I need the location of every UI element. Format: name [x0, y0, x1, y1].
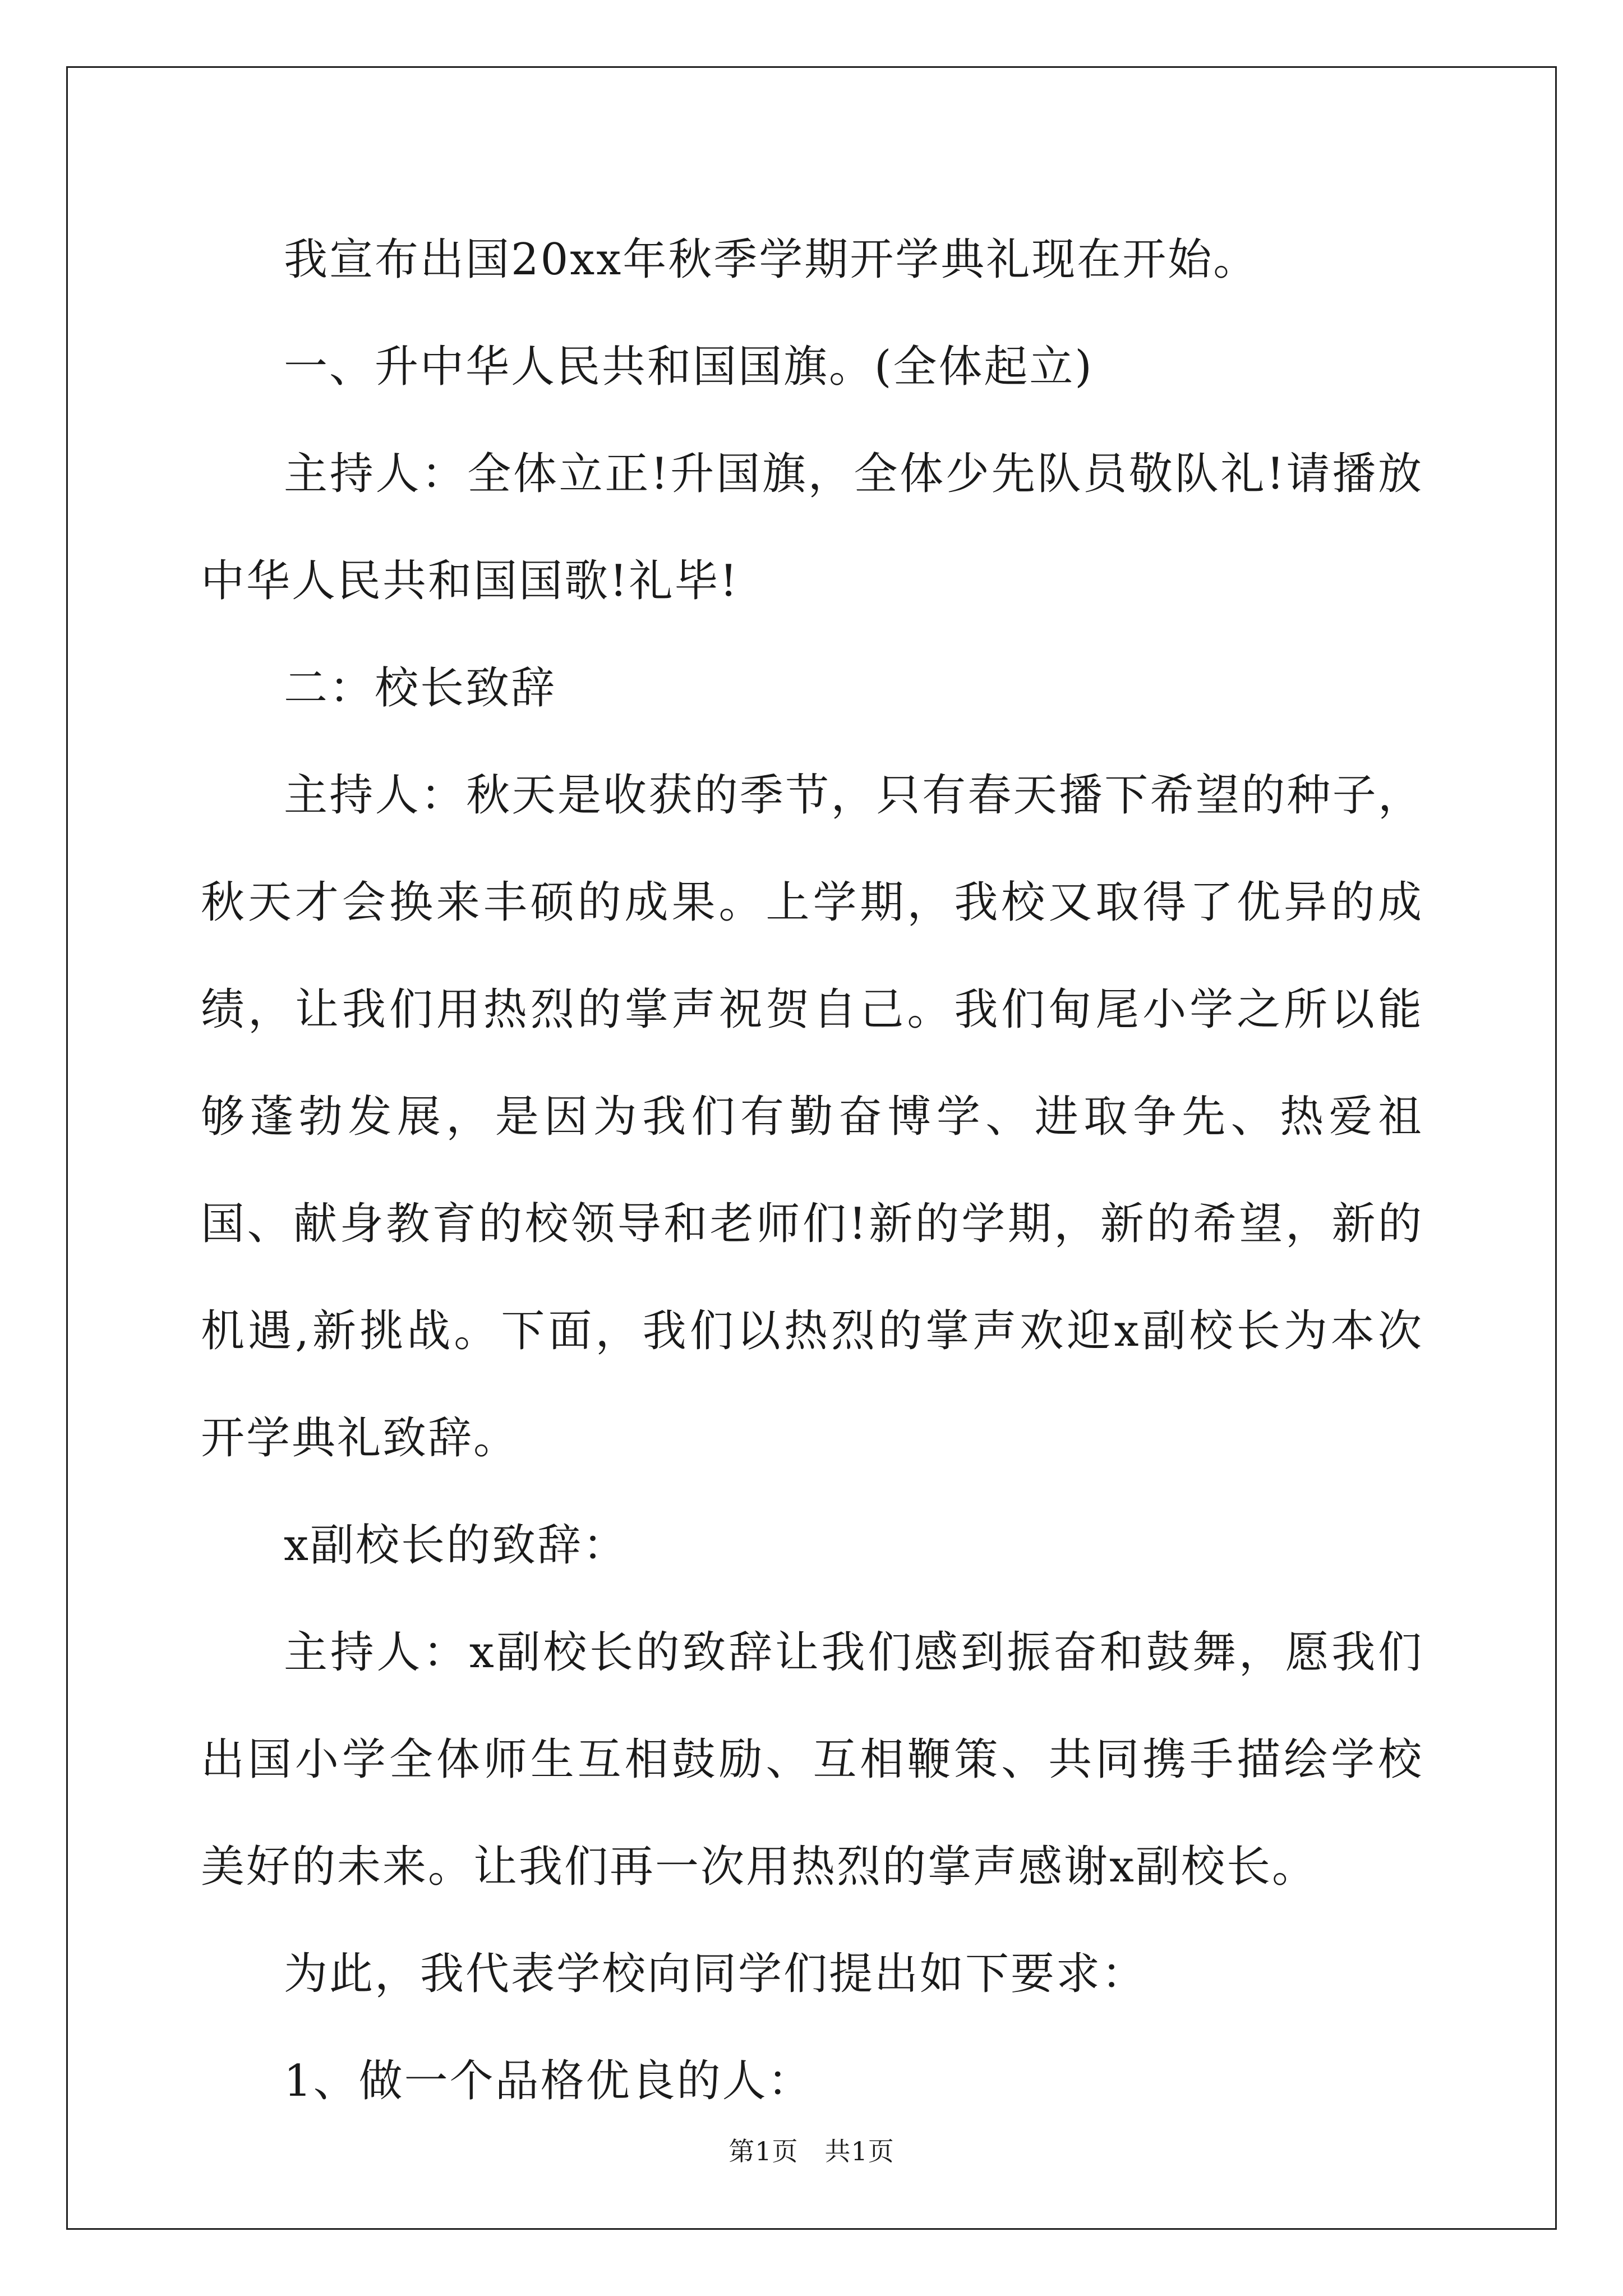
paragraph-flag-raising: 一、升中华人民共和国国旗。(全体起立)	[284, 342, 1094, 392]
paragraph-requirements: 为此，我代表学校向同学们提出如下要求：	[284, 1949, 1147, 1999]
paragraph-host-flag: 主持人：全体立正!升国旗，全体少先队员敬队礼!请播放中华人民共和国国歌!礼毕!	[201, 449, 1423, 606]
paragraph-host-autumn: 主持人：秋天是收获的季节，只有春天播下希望的种子，秋天才会换来丰硕的成果。上学期，我校又取得了优异的成绩，让我们用热烈的掌声祝贺自己。我们甸尾小学之所以能够蓬勃发展，是因为我们有勤奋博学、进取争先、热爱祖国、献身教育的校领导和老师们!新的学期，新的希望，新的机遇,新挑战。下面，我们以热烈的掌声欢迎x副校长为本次开学典礼致辞。	[201, 770, 1423, 1464]
paragraph-principal-speech-heading: 二：校长致辞	[284, 663, 557, 714]
paragraph-vice-principal-speech: x副校长的致辞：	[284, 1520, 628, 1571]
paragraph-opening: 我宣布出国20xx年秋季学期开学典礼现在开始。	[284, 234, 1259, 285]
document-body	[201, 206, 1423, 2135]
page-footer: 第1页 共1页	[728, 2136, 895, 2166]
paragraph-requirement-1: 1、做一个品格优良的人：	[284, 2056, 813, 2106]
paragraph-host-thanks: 主持人：x副校长的致辞让我们感到振奋和鼓舞，愿我们出国小学全体师生互相鼓励、互相鞭策、共同携手描绘学校美好的未来。让我们再一次用热烈的掌声感谢x副校长。	[201, 1627, 1423, 1892]
